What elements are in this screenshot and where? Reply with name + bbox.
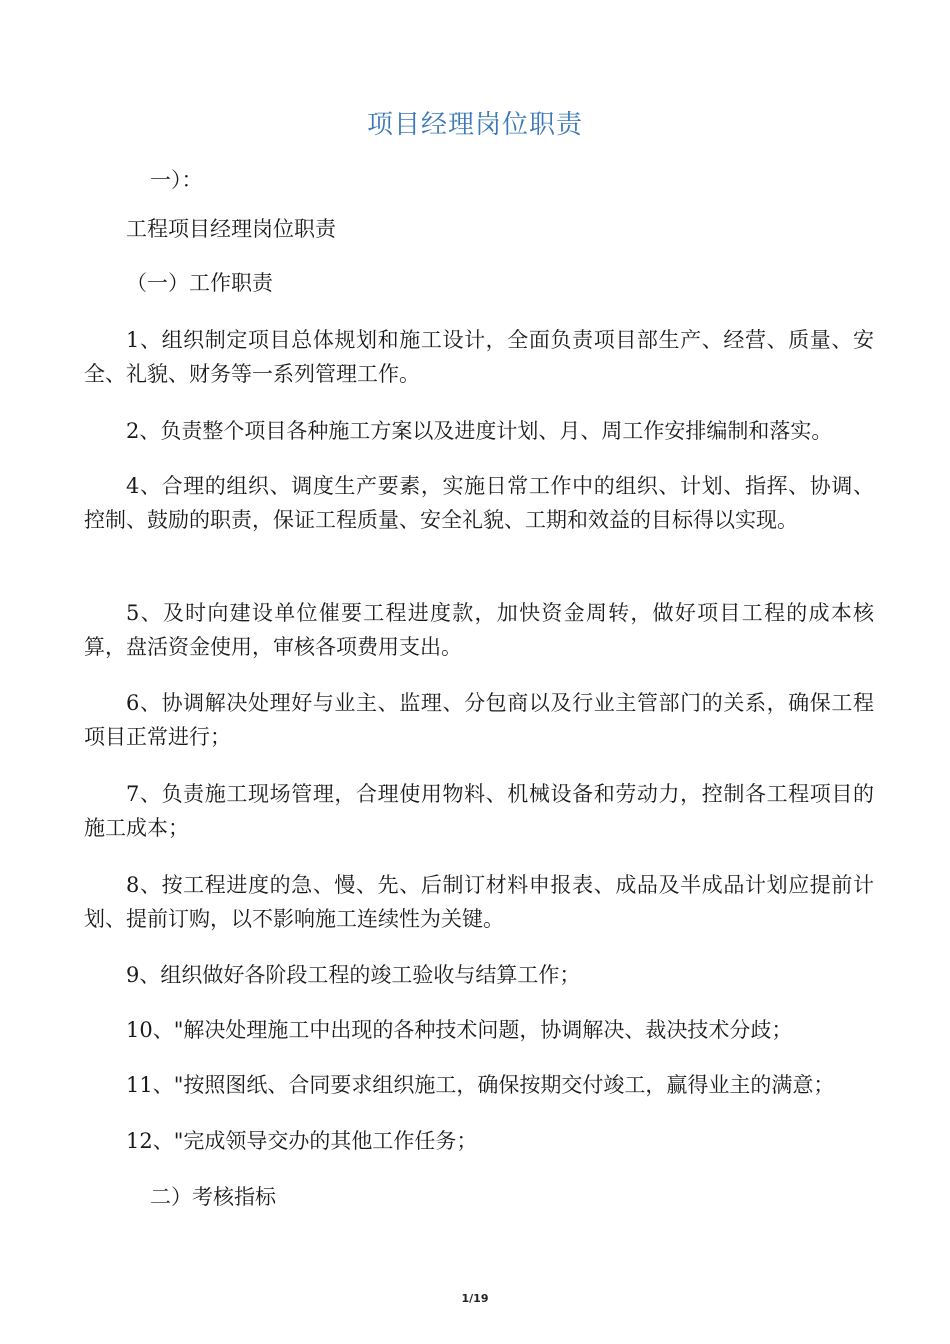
subsection-heading-duties: （一）工作职责 xyxy=(126,271,273,295)
section-heading-one: 一）： xyxy=(150,168,203,192)
paragraph-9: 9、组织做好各阶段工程的竣工验收与结算工作； xyxy=(126,963,581,987)
paragraph-4: 4、合理的组织、调度生产要素，实施日常工作中的组织、计划、指挥、协调、控制、鼓励的职责，保证工程质量、安全礼貌、工期和效益的目标得以实现。 xyxy=(84,474,874,532)
paragraph-1: 1、组织制定项目总体规划和施工设计，全面负责项目部生产、经营、质量、安全、礼貌、财务等一系列管理工作。 xyxy=(84,328,874,386)
paragraph-12: 12、"完成领导交办的其他工作任务； xyxy=(126,1129,478,1153)
paragraph-10: 10、"解决处理施工中出现的各种技术问题，协调解决、裁决技术分歧； xyxy=(126,1018,793,1042)
document-title: 项目经理岗位职责 xyxy=(366,110,583,140)
document-subtitle: 工程项目经理岗位职责 xyxy=(126,217,336,241)
page-number: 1/19 xyxy=(461,1292,489,1305)
paragraph-8: 8、按工程进度的急、慢、先、后制订材料申报表、成品及半成品计划应提前计划、提前订购，以不影响施工连续性为关键。 xyxy=(84,873,874,931)
paragraph-5: 5、及时向建设单位催要工程进度款，加快资金周转，做好项目工程的成本核算，盘活资金使用，审核各项费用支出。 xyxy=(84,601,874,659)
paragraph-2: 2、负责整个项目各种施工方案以及进度计划、月、周工作安排编制和落实。 xyxy=(126,419,833,443)
paragraph-7: 7、负责施工现场管理，合理使用物料、机械设备和劳动力，控制各工程项目的施工成本； xyxy=(84,782,874,840)
subsection-heading-assessment: 二）考核指标 xyxy=(150,1185,276,1209)
paragraph-11: 11、"按照图纸、合同要求组织施工，确保按期交付竣工，赢得业主的满意； xyxy=(126,1073,835,1097)
paragraph-6: 6、协调解决处理好与业主、监理、分包商以及行业主管部门的关系，确保工程项目正常进行； xyxy=(84,691,874,749)
